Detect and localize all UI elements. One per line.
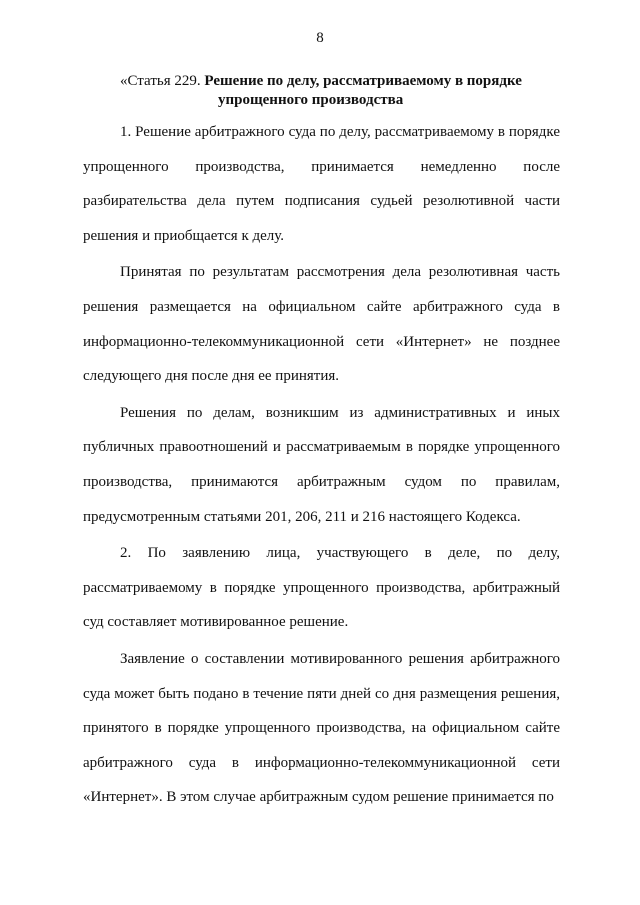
article-body [83, 115, 560, 815]
paragraph-1: 1. Решение арбитражного суда по делу, рассматриваемому в порядке упрощенного производства, принимается немедленно после разбирательства дела путем подписания судьей резолютивной части решения и приобщается к делу. [83, 124, 560, 244]
article-title-line1: Решение по делу, рассматриваемому в порядке [204, 73, 522, 89]
article-heading [120, 72, 560, 110]
paragraph-3: Решения по делам, возникшим из административных и иных публичных правоотношений и рассматриваемым в порядке упрощенного производства, принимаются арбитражным судом по правилам, предусмотренным статьями 201, 206, 211 и 216 настоящего Кодекса. [83, 404, 560, 525]
page-number: 8 [316, 30, 324, 46]
paragraph-5: Заявление о составлении мотивированного решения арбитражного суда может быть подано в течение пяти дней со дня размещения решения, принятого в порядке упрощенного производства, на официальном сайте арбитражного суда в информационно-телекоммуникационной сети «Интернет». В этом случае арбитражным судом решение принимается по [83, 650, 560, 806]
article-number: «Статья 229. [120, 73, 201, 89]
paragraph-4: 2. По заявлению лица, участвующего в деле, по делу, рассматриваемому в порядке упрощенного производства, арбитражный суд составляет мотивированное решение. [83, 545, 560, 631]
paragraph-2: Принятая по результатам рассмотрения дела резолютивная часть решения размещается на официальном сайте арбитражного суда в информационно-телекоммуникационной сети «Интернет» не позднее следующего дня после дня ее принятия. [83, 264, 560, 385]
article-title-line2: упрощенного производства [218, 92, 404, 108]
article-heading-line1 [120, 72, 560, 91]
